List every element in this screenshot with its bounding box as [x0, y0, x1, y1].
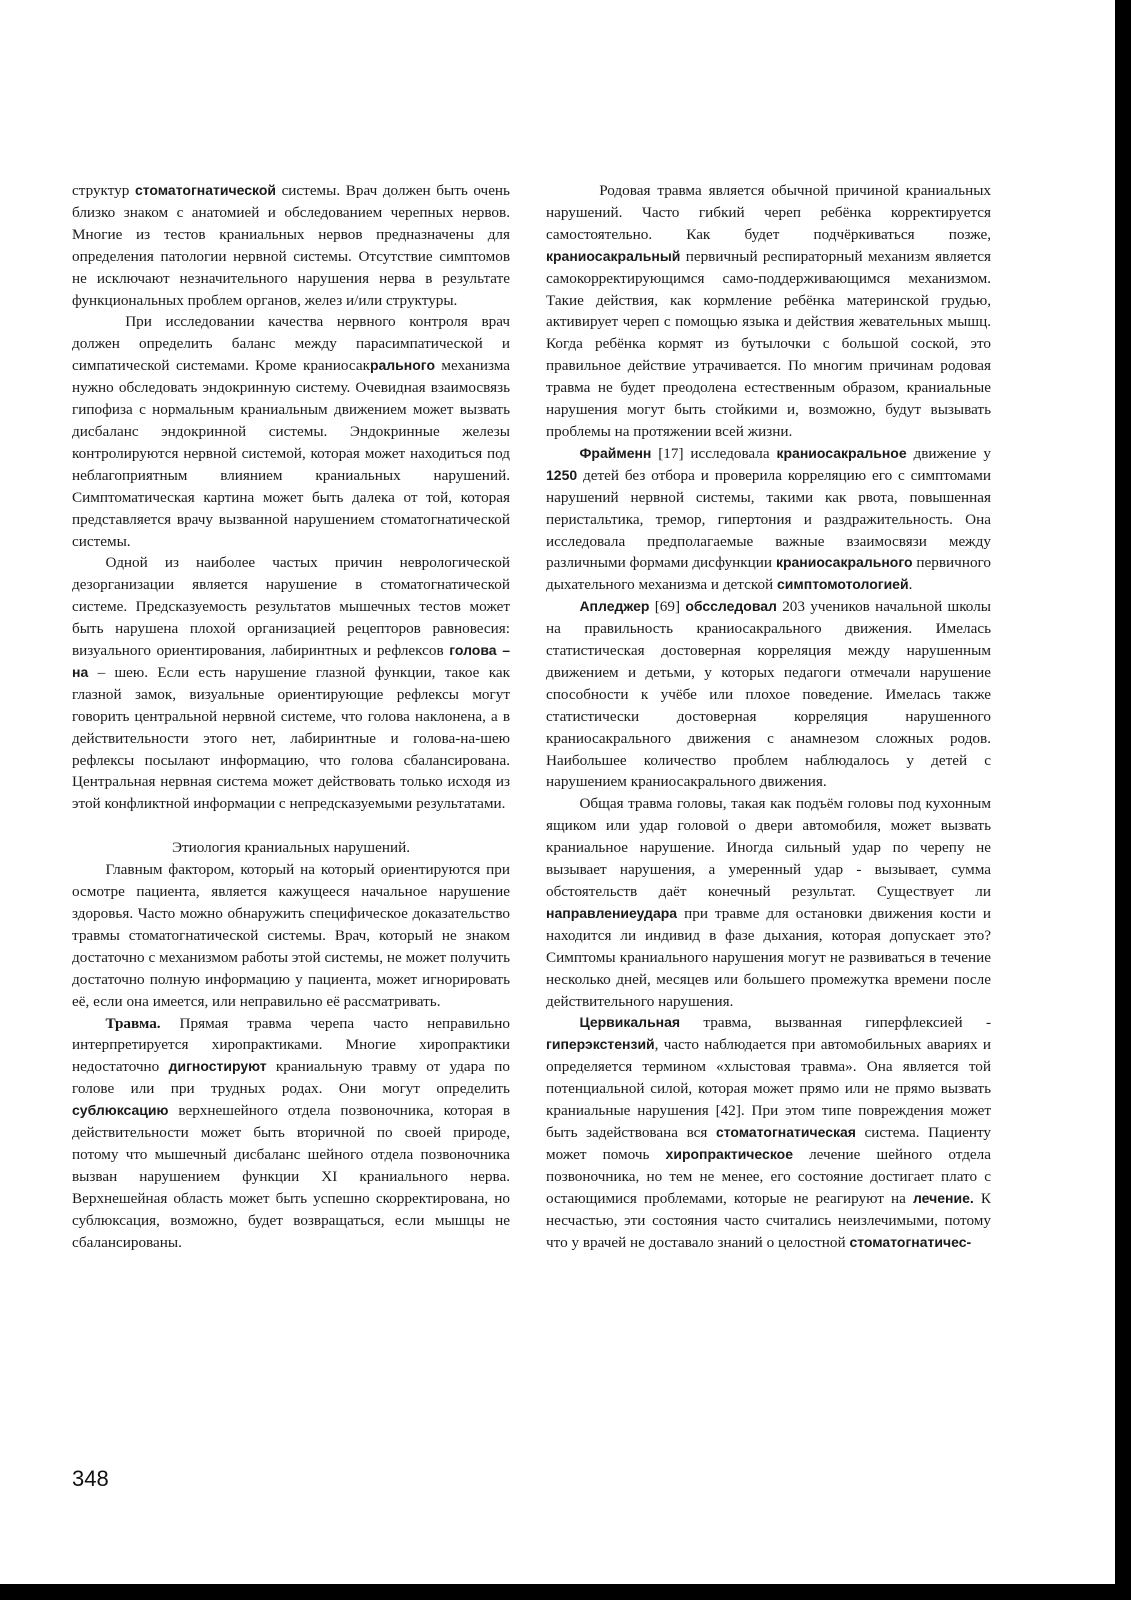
- text: [69]: [649, 598, 686, 616]
- bold-term: направлениеудара: [546, 904, 678, 921]
- text: лечение шейного отдела позвоночника, но тем не менее, его состояние достигает плато с остающимися проблемами, которые не реагируют на: [546, 1145, 991, 1207]
- bold-term: лечение.: [912, 1189, 974, 1206]
- left-column: [72, 180, 510, 1254]
- bold-term: гиперэкстензий: [546, 1036, 655, 1053]
- text: – шею. Если есть нарушение глазной функции, такое как глазной замок, визуальные ориентирующие рефлексы могут говорить центральной нервной системе, что голова наклонена, а в действительности этого нет, лабиринтные и голова-на-шею рефлексы посылают информацию, что голова сбалансирована. Центральная нервная система может действовать только исходя из этой конфликтной информации с непредсказуемыми результатами.: [72, 663, 510, 813]
- text: первичного дыхательного механизма и детской: [546, 554, 991, 594]
- bold-term: краниосакральное: [776, 444, 907, 461]
- text: при травме для остановки движения кости и находится ли индивид в фазе дыхания, которая допускает это? Симптомы краниального нарушения могут не развиваться в течение несколько дней, месяцев или большего промежутка времени после действительного нарушения.: [546, 904, 991, 1010]
- scan-edge-right: [1115, 0, 1131, 1600]
- bold-term: 1250: [546, 466, 578, 483]
- scan-edge-bottom: [0, 1584, 1131, 1600]
- text: К несчастью, эти состояния часто считались неизлечимыми, потому что у врачей не доставало знаний о целостной: [546, 1189, 991, 1251]
- text: движение у: [906, 444, 991, 462]
- right-column: [546, 180, 991, 1253]
- text: краниальную травму от удара по голове или при трудных родах. Они могут определить: [72, 1058, 510, 1098]
- paragraph: [546, 1012, 991, 1253]
- bold-term: сублюксацию: [72, 1102, 169, 1119]
- text: первичный респираторный механизм является самокорректирующимся само-поддерживающимся механизмом. Такие действия, как кормление ребёнка материнской грудью, активирует череп с помощью языка и действия жевательных мышц. Когда ребёнка кормят из бутылочки с большой соской, это правильное действие утрачивается. По многим причинам родовая травма не будет преодолена естественным образом, краниальные нарушения могут быть стойкими и, возможно, будут вызывать проблемы на протяжении всей жизни.: [546, 247, 991, 440]
- bold-term: симптомотологией: [776, 576, 909, 593]
- text: [17] исследовала: [651, 444, 777, 462]
- paragraph: [546, 180, 991, 443]
- paragraph: [546, 443, 991, 596]
- text: верхнешейного отдела позвоночника, которая в действительности может быть вторичной по своей природе, потому что мышечный дисбаланс шейного отдела позвоночника вызван нарушением функции XI краниального нерва. Верхнешейная область может быть успешно скорректирована, но сублюксация, возможно, будет возвращаться, если мышцы не сбалансированы.: [72, 1102, 510, 1251]
- bold-term: обсследовал: [685, 598, 777, 615]
- bold-term: краниосакрального: [775, 554, 913, 571]
- text: При исследовании качества нервного контроля врач должен определить баланс между парасимпатической и симпатической системами. Кроме краниосак: [72, 313, 510, 375]
- text: Родовая травма является обычной причиной краниальных нарушений. Часто гибкий череп ребёнка корректируется самостоятельно. Как будет подчёркиваться позже,: [546, 182, 991, 243]
- bold-term: дигностируют: [168, 1058, 267, 1075]
- text: детей без отбора и проверила корреляцию его с симптомами нарушений нервной системы, такими как рвота, повышенная перистальтика, тремор, гипертония и раздражительность. Она исследовала предполагаемые важные взаимосвязи между различными формами дисфункции: [546, 466, 991, 572]
- text: механизма нужно обследовать эндокринную систему. Очевидная взаимосвязь гипофиза с нормальным краниальным движением может вызвать дисбаланс эндокринной системы. Эндокринные железы контролируются нервной системой, которая может находиться под неблагоприятным влиянием краниальных нарушений. Симптоматическая картина может быть далека от той, которая представляется врачу вызванной нарушением стоматогнатической системы.: [72, 357, 510, 550]
- page-number: 348: [72, 1466, 109, 1491]
- bold-term: рального: [369, 357, 435, 374]
- paragraph: [72, 311, 510, 552]
- bold-term: хиропрактическое: [665, 1145, 793, 1162]
- text: 203 учеников начальной школы на правильность краниосакрального движения. Имелась статистическая достоверная корреляция между нарушенным движением и детьми, у которых педагоги отмечали нарушение способности к учёбе или плохое поведение. Имелась также статистически достоверная корреляция нарушенного краниосакрального движения с анамнезом сложных родов. Наибольшее количество проблем наблюдалось у детей с нарушением краниосакрального движения.: [546, 598, 991, 791]
- text: система. Пациенту может помочь: [546, 1123, 991, 1163]
- bold-term: стоматогнатической: [134, 182, 276, 198]
- bold-term: Фрайменн: [579, 444, 652, 461]
- paragraph: [72, 180, 510, 311]
- paragraph: [546, 793, 991, 1012]
- paragraph: [72, 552, 510, 815]
- text: структур: [72, 182, 135, 199]
- paragraph: [546, 596, 991, 793]
- text: Общая травма головы, такая как подъём головы под кухонным ящиком или удар головой о двери автомобиля, может вызвать краниальное нарушение. Иногда сильный удар по черепу не вызывает нарушения, а умеренный удар - вызывает, сумма обстоятельств даёт конечный результат. Существует ли: [546, 795, 991, 900]
- paragraph: Главным фактором, который на который ориентируются при осмотре пациента, является кажущееся начальное нарушение здоровья. Часто можно обнаружить специфическое доказательство травмы стоматогнатической системы. Врач, который не знаком достаточно с механизмом работы этой системы, не может получить достаточно полную информацию у пациента, может игнорировать её, если она имеется, или неправильно её рассматривать.: [72, 861, 510, 1010]
- text: Одной из наиболее частых причин неврологической дезорганизации является нарушение в стоматогнатической системе. Предсказуемость результатов мышечных тестов может быть нарушена плохой организацией рецепторов равновесия: визуального ориентирования, лабиринтных и рефлексов: [72, 554, 510, 660]
- section-heading: Этиология краниальных нарушений.: [171, 839, 411, 857]
- text: травма, вызванная гиперфлексией -: [680, 1014, 991, 1032]
- text: системы. Врач должен быть очень близко знаком с анатомией и обследованием черепных нервов. Многие из тестов краниальных нервов предназначены для определения патологии нервной системы. Отсутствие симптомов не исключают незначительного нарушения нерва в результате функциональных проблем органов, желез и/или структуры.: [72, 182, 510, 309]
- text: .: [908, 576, 913, 594]
- text: Прямая травма черепа часто неправильно интерпретируется хиропрактиками. Многие хиропрактики недостаточно: [72, 1014, 510, 1076]
- bold-term: голова – на: [72, 642, 510, 680]
- bold-term: Цервикальная: [579, 1014, 681, 1031]
- bold-term: краниосакральный: [546, 247, 681, 264]
- bold-term: стоматогнатическая: [715, 1123, 856, 1140]
- bold-term: Апледжер: [579, 598, 650, 615]
- paragraph: [72, 1013, 510, 1254]
- text: , часто наблюдается при автомобильных авариях и определяется термином «хлыстовая травма». Она является той потенциальной силой, которая может прямо или не прямо вызвать краниальные нарушения [42]. При этом типе повреждения может быть задействована вся: [546, 1036, 991, 1141]
- bold-lead: Травма.: [105, 1014, 161, 1032]
- bold-term: стоматогнатичес-: [849, 1233, 972, 1250]
